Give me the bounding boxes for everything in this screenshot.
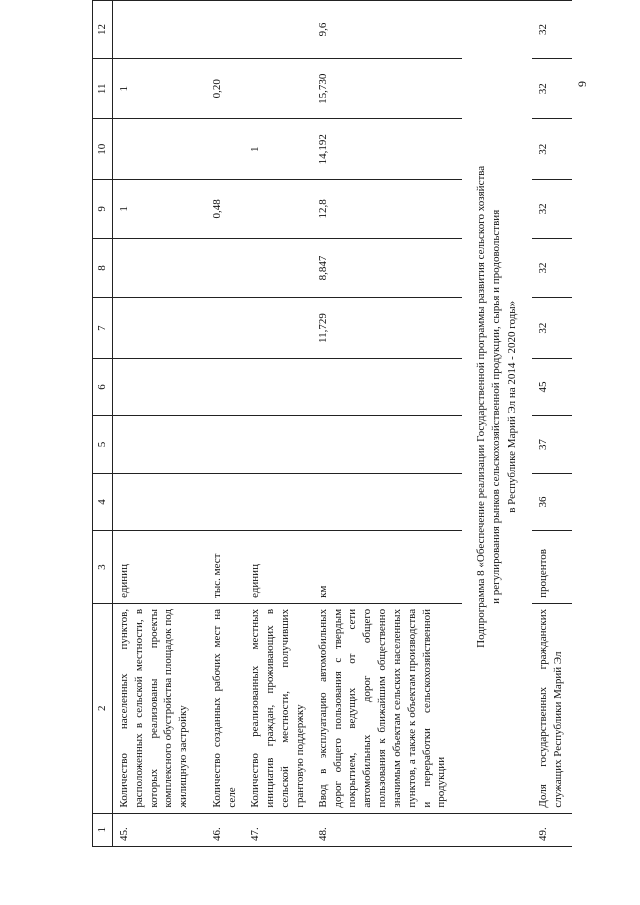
value-cell: 32 [532,298,572,358]
value-cell [206,1,244,59]
value-cell [244,416,311,474]
value-cell [206,358,244,416]
value-cell [244,1,311,59]
value-cell: 32 [532,238,572,298]
value-cell: 1 [244,119,311,179]
value-cell [312,473,462,531]
col-header-10: 10 [93,119,113,179]
value-cell: 45 [532,358,572,416]
row-number: 49. [532,813,572,846]
value-cell [244,179,311,238]
table-row [244,1,311,847]
indicator-name: Количество населенных пунктов, расположенных в сельской местности, в которых реализованы проекты комплексного обустройства площадок под жилищную застройку [112,603,206,813]
value-cell: 0,48 [206,179,244,238]
value-cell [206,298,244,358]
col-header-8: 8 [93,238,113,298]
value-cell: 0,20 [206,59,244,119]
unit: единиц [244,531,311,604]
value-cell [206,416,244,474]
col-header-5: 5 [93,416,113,474]
col-header-2: 2 [93,603,113,813]
value-cell [112,358,206,416]
value-cell: 36 [532,473,572,531]
value-cell [244,298,311,358]
value-cell: 1 [112,59,206,119]
value-cell [206,119,244,179]
value-cell [244,473,311,531]
col-header-6: 6 [93,358,113,416]
col-header-9: 9 [93,179,113,238]
col-header-7: 7 [93,298,113,358]
value-cell [112,238,206,298]
column-number-header-row [93,1,113,847]
value-cell [206,473,244,531]
indicator-name: Ввод в эксплуатацию автомобильных дорог общего пользования с твердым покрытием, ведущих от сети автомобильных дорог общего пользования к ближайшим общественно значимым объектам сельских населенных пунктов, а также к объектам производства и переработки сельскохозяйственной продукции [312,603,462,813]
value-cell: 32 [532,1,572,59]
col-header-4: 4 [93,473,113,531]
row-number: 48. [312,813,462,846]
indicator-name: Количество созданных рабочих мест на селе [206,603,244,813]
unit: единиц [112,531,206,604]
value-cell [244,238,311,298]
value-cell [112,416,206,474]
value-cell [312,416,462,474]
table-row [532,1,572,847]
value-cell: 14,192 [312,119,462,179]
indicator-name: Доля государственных гражданских служащих Республики Марий Эл [532,603,572,813]
indicator-name: Количество реализованных местных инициатив граждан, проживающих в сельской местности, получивших грантовую поддержку [244,603,311,813]
value-cell: 32 [532,59,572,119]
value-cell: 9,6 [312,1,462,59]
unit: процентов [532,531,572,604]
value-cell: 32 [532,119,572,179]
subprogram-heading [462,1,532,814]
row-number: 45. [112,813,206,846]
value-cell: 15,730 [312,59,462,119]
value-cell: 1 [112,179,206,238]
value-cell [244,358,311,416]
table-row [206,1,244,847]
subprogram-line-3: в Республике Марий Эл на 2014 - 2020 годы» [505,300,518,513]
indicators-table [92,0,572,847]
value-cell [206,238,244,298]
row-number: 46. [206,813,244,846]
value-cell [244,59,311,119]
value-cell [112,119,206,179]
value-cell: 11,729 [312,298,462,358]
col-header-1: 1 [93,813,113,846]
col-header-3: 3 [93,531,113,604]
subprogram-line-1: Подпрограмма 8 «Обеспечение реализации Государственной программы развития сельского хозяйства [474,165,487,648]
subprogram-line-2: и регулирования рынков сельскохозяйственной продукции, сырья и продовольствия [490,209,503,604]
value-cell [112,1,206,59]
unit: км [312,531,462,604]
unit: тыс. мест [206,531,244,604]
subprogram-heading-row [462,1,532,847]
value-cell: 8,847 [312,238,462,298]
value-cell: 32 [532,179,572,238]
value-cell [312,358,462,416]
col-header-12: 12 [93,1,113,59]
col-header-11: 11 [93,59,113,119]
value-cell: 37 [532,416,572,474]
table-row [312,1,462,847]
value-cell: 12,8 [312,179,462,238]
table-row [112,1,206,847]
row-number: 47. [244,813,311,846]
page-number: 9 [575,81,589,87]
value-cell [112,298,206,358]
value-cell [112,473,206,531]
